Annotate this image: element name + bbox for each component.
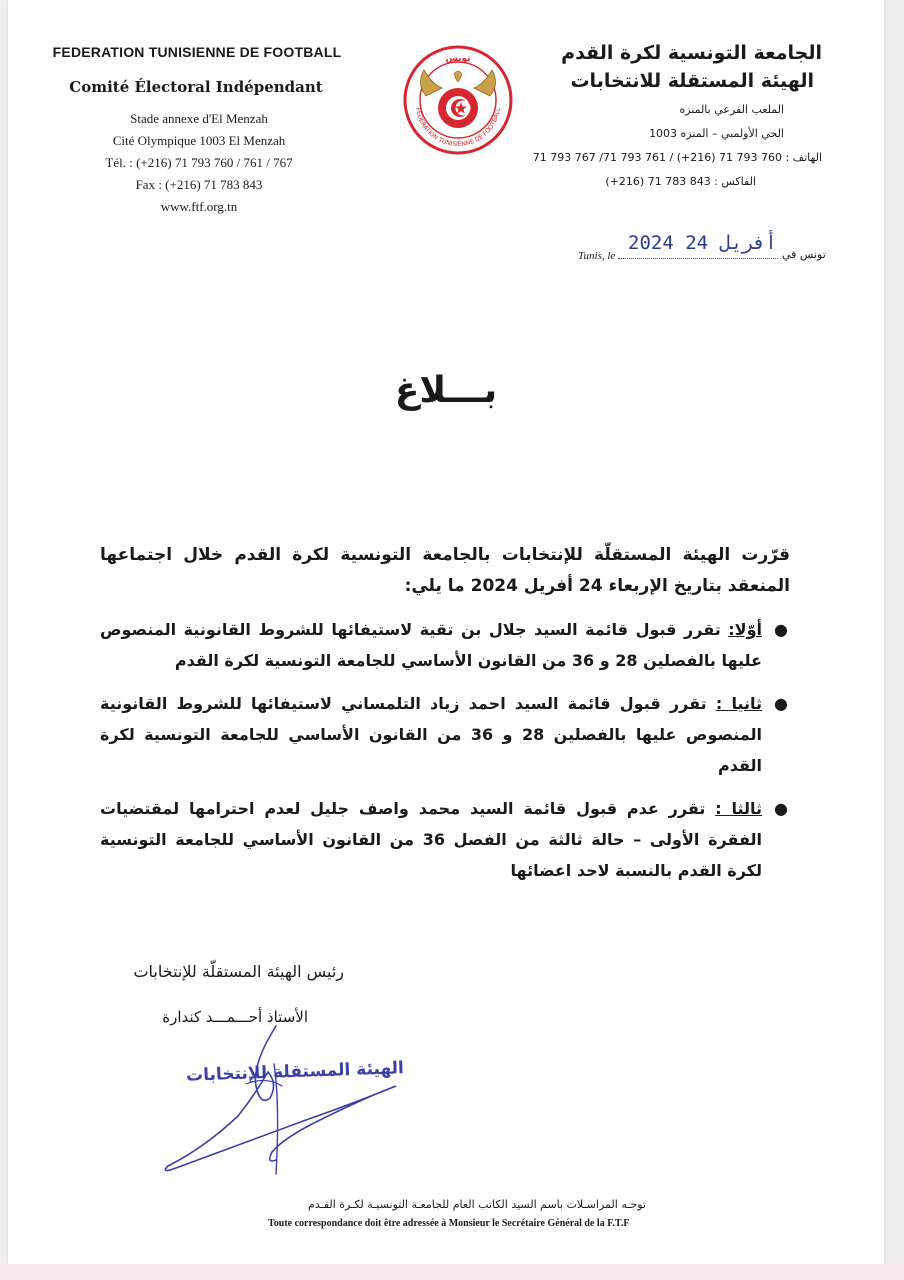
- bullet-icon: ●: [774, 620, 788, 639]
- handwritten-date: 2024 أفريل 24: [628, 232, 777, 254]
- address-line-1-ar: الملعب الفرعي بالمنزه: [679, 103, 784, 116]
- committee-name-ar: الهيئة المستقلة للانتخابات: [570, 70, 814, 92]
- list-item: [100, 793, 788, 886]
- announcement-body: [100, 540, 790, 898]
- point-label: ثالثا :: [715, 799, 763, 818]
- list-item: [100, 614, 788, 676]
- address-line-2-ar: الحي الأولمبي – المنزه 1003: [649, 127, 784, 140]
- intro-paragraph: قرّرت الهيئة المستقلّة للإنتخابات بالجامعة التونسية لكرة القدم خلال اجتماعها المنعقد بتاريخ الإربعاء 24 أفريل 2024 ما يلي:: [100, 545, 790, 596]
- official-stamp: الهيئة المستقلة للإنتخابات: [185, 1058, 405, 1086]
- address-line-1-fr: Stade annexe d'El Menzah: [130, 111, 268, 126]
- federation-name-ar: الجامعة التونسية لكرة القدم: [561, 42, 822, 64]
- point-label: أوّلا:: [728, 620, 762, 639]
- bottom-border: [0, 1264, 904, 1280]
- logo-ring-text: FEDERATION TUNISIENNE DE FOOTBALL: [414, 107, 502, 149]
- phone-ar: الهاتف : 760 793 71 (216+) / 761 793 71/ 767 793 71: [532, 151, 822, 164]
- french-letterhead: [44, 44, 354, 218]
- signatory-title: رئيس الهيئة المستقلّة للإنتخابات: [133, 962, 344, 981]
- arabic-letterhead: [522, 42, 822, 194]
- date-label-fr: Tunis, le: [578, 250, 616, 262]
- handwritten-signature-icon: [156, 1024, 446, 1184]
- fax-ar: الفاكس : 843 783 71 (216+): [605, 175, 756, 188]
- decision-list: [100, 614, 790, 886]
- list-item: [100, 688, 788, 781]
- committee-name-fr: Comité Électoral Indépendant: [69, 78, 323, 96]
- footer-french: Toute correspondance doit être adressée à Monsieur le Secrétaire Général de la F.T.F: [268, 1218, 630, 1229]
- bullet-icon: ●: [774, 694, 788, 713]
- date-dotted-line: [618, 258, 778, 259]
- federation-name-fr: FEDERATION TUNISIENNE DE FOOTBALL: [52, 44, 342, 60]
- point-text: تقرر عدم قبول قائمة السيد محمد واصف جليل لعدم احترامها لمقتضيات الفقرة الأولى – حالة ثالثة من الفصل 36 من القانون الأساسي للجامعة التونسية لكرة القدم بالنسبة لاحد اعضائها: [100, 799, 762, 880]
- point-label: ثانيا :: [715, 694, 762, 713]
- letter-page: [8, 0, 884, 1264]
- date-line: [568, 232, 838, 272]
- point-text: تقرر قبول قائمة السيد احمد زياد التلمساني لاستيفائها للشروط القانونية المنصوص عليها بالفصلين 28 و 36 من القانون الأساسي للجامعة التونسية لكرة القدم: [100, 694, 762, 775]
- document-title: بـــلاغ: [394, 370, 498, 411]
- date-label-ar: تونس في: [782, 248, 826, 261]
- logo-top-text: تونس: [445, 54, 471, 64]
- website: www.ftf.org.tn: [160, 199, 238, 214]
- phone-fr: Tél. : (+216) 71 793 760 / 761 / 767: [105, 155, 293, 170]
- bullet-icon: ●: [774, 799, 788, 818]
- footer-arabic: توجـه المراسـلات باسم السيد الكاتب العام للجامعـة التونسيـة لكـرة القـدم: [308, 1198, 646, 1211]
- address-line-2-fr: Cité Olympique 1003 El Menzah: [112, 133, 286, 148]
- fax-fr: Fax : (+216) 71 783 843: [135, 177, 263, 192]
- signatory-name: الأستاذ أحـــمـــد كندارة: [162, 1008, 308, 1026]
- ftf-logo-icon: [402, 44, 514, 156]
- point-text: تقرر قبول قائمة السيد جلال بن تقية لاستيفائها للشروط القانونية المنصوص عليها بالفصلين 28 و 36 من القانون الأساسي للجامعة التونسية لكرة القدم: [100, 620, 762, 670]
